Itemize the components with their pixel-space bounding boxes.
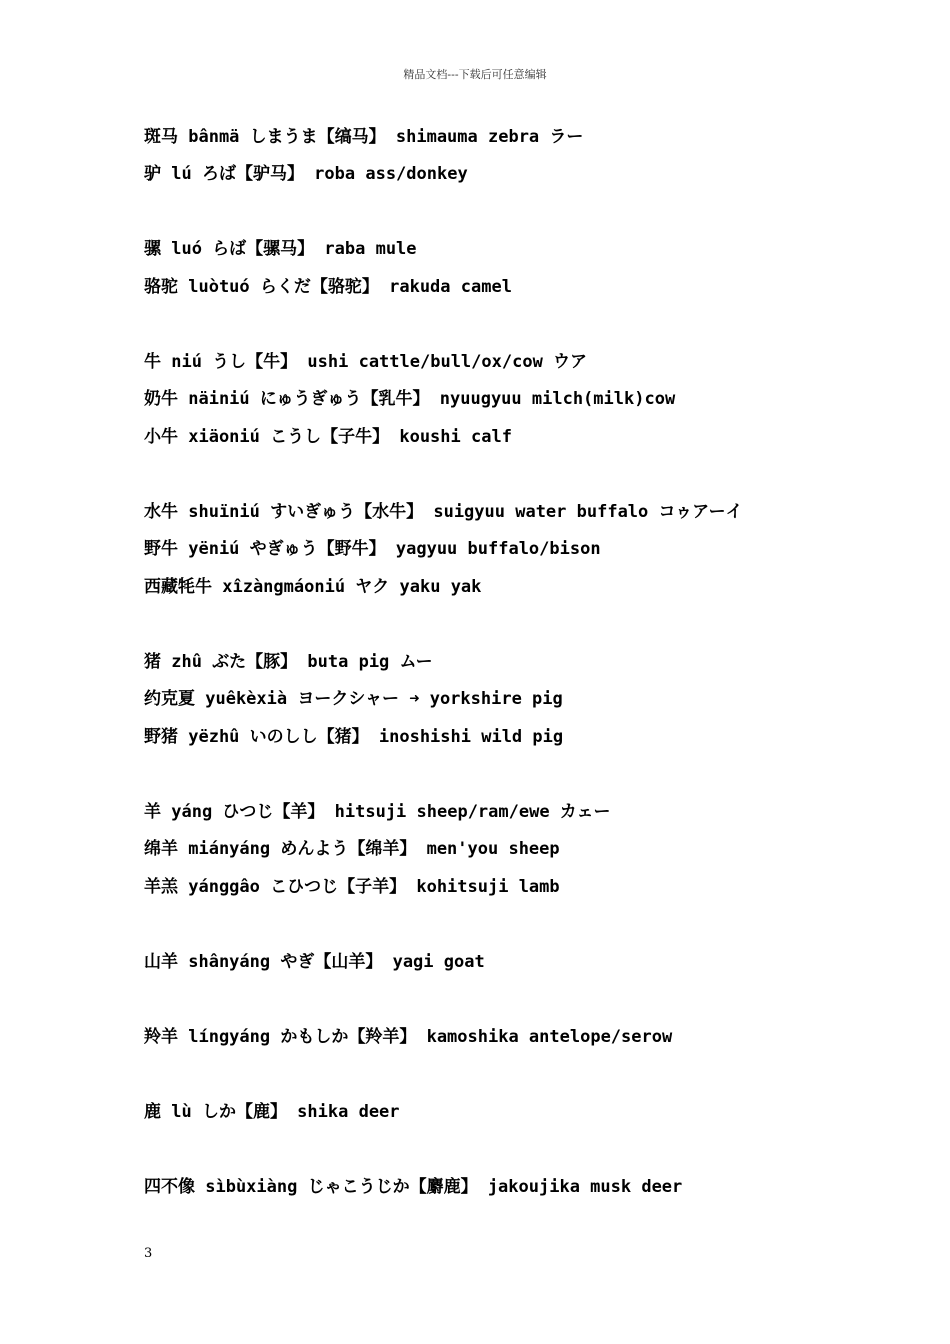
vocab-entry-musk-deer: 四不像 sìbùxiàng じゃこうじか【麝鹿】 jakoujika musk deer (144, 1177, 683, 1197)
page-header: 精品文档---下载后可任意编辑 (403, 68, 547, 81)
vocab-entry-goat: 山羊 shânyáng やぎ【山羊】 yagi goat (144, 952, 485, 972)
vocab-entry-water-buffalo: 水牛 shuïniú すいぎゅう【水牛】 suigyuu water buffalo コゥアーイ (144, 502, 743, 522)
vocab-entry-wild-pig: 野猪 yëzhû いのしし【猪】 inoshishi wild pig (144, 727, 564, 747)
vocab-entry-lamb: 羊羔 yánggâo こひつじ【子羊】 kohitsuji lamb (144, 877, 560, 897)
vocab-entry-wool-sheep: 绵羊 miányáng めんよう【绵羊】 men'you sheep (144, 839, 560, 859)
vocab-entry-yorkshire-pig: 约克夏 yuêkèxià ヨークシャー ➜ yorkshire pig (144, 689, 563, 709)
page-number: 3 (144, 1246, 153, 1261)
vocab-entry-antelope: 羚羊 língyáng かもしか【羚羊】 kamoshika antelope/serow (144, 1027, 673, 1047)
vocab-entry-deer: 鹿 lù しか【鹿】 shika deer (144, 1102, 400, 1122)
vocab-entry-cattle: 牛 niú うし【牛】 ushi cattle/bull/ox/cow ウア (144, 352, 588, 372)
vocab-entry-milk-cow: 奶牛 näiniú にゅうぎゅう【乳牛】 nyuugyuu milch(milk)cow (144, 389, 676, 409)
vocab-entry-sheep: 羊 yáng ひつじ【羊】 hitsuji sheep/ram/ewe カェー (144, 802, 611, 822)
vocab-entry-bison: 野牛 yëniú やぎゅう【野牛】 yagyuu buffalo/bison (144, 539, 601, 559)
vocab-entry-calf: 小牛 xiäoniú こうし【子牛】 koushi calf (144, 427, 512, 447)
vocab-entry-pig: 猪 zhû ぶた【豚】 buta pig ムー (144, 652, 433, 672)
vocab-entry-yak: 西藏牦牛 xîzàngmáoniú ヤク yaku yak (144, 577, 482, 597)
vocab-entry-camel: 骆驼 luòtuó らくだ【骆驼】 rakuda camel (144, 277, 512, 297)
vocab-entry-donkey: 驴 lú ろば【驴马】 roba ass/donkey (144, 164, 468, 184)
vocab-entry-mule: 骡 luó らば【骡马】 raba mule (144, 239, 417, 259)
vocab-entry-zebra: 斑马 bânmä しまうま【缟马】 shimauma zebra ラー (144, 127, 584, 147)
